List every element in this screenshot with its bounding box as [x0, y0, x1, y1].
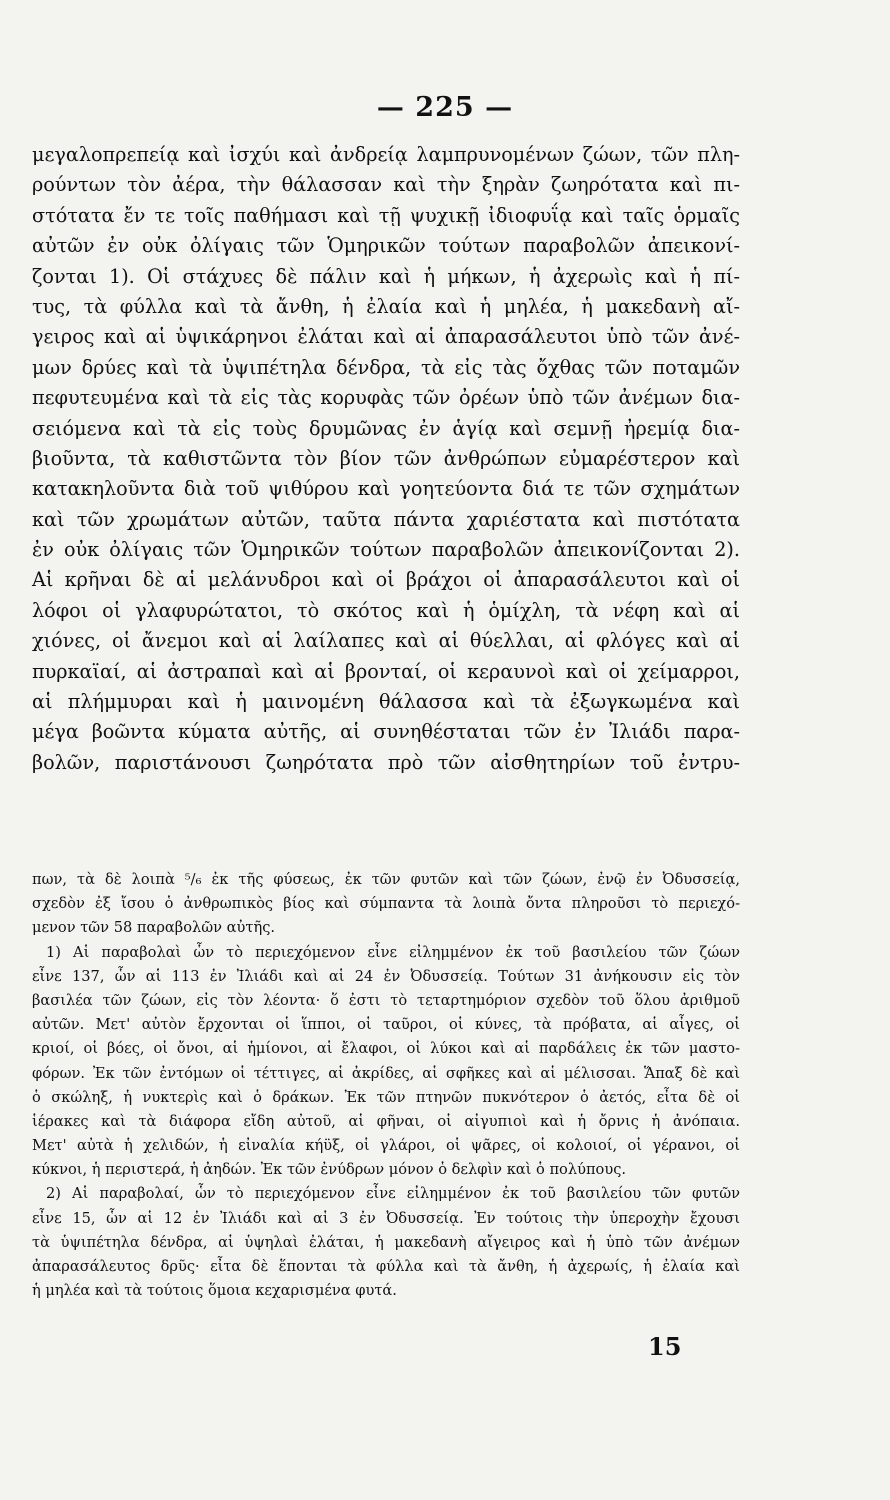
text-line: σειόμενα καὶ τὰ εἰς τοὺς δρυμῶνας ἐν ἁγίᾳ καὶ σεμνῇ ἠρεμίᾳ δια-	[32, 416, 740, 440]
text-line: ἐν οὐκ ὀλίγαις τῶν Ὁμηρικῶν τούτων παραβολῶν ἀπεικονίζονται 2).	[32, 538, 740, 562]
footnote-line: ἡ μηλέα καὶ τὰ τούτοις ὅμοια κεχαρισμένα φυτά.	[32, 1282, 397, 1300]
footnote-line: εἶνε 15, ὧν αἱ 12 ἐν Ἰλιάδι καὶ αἱ 3 ἐν Ὀδυσσείᾳ. Ἐν τούτοις τὴν ὑπεροχὴν ἔχουσι	[32, 1209, 740, 1227]
text-line: βιοῦντα, τὰ καθιστῶντα τὸν βίον τῶν ἀνθρώπων εὐμαρέστερον καὶ	[32, 446, 740, 470]
text-line: ρούντων τὸν ἀέρα, τὴν θάλασσαν καὶ τὴν ξηρὰν ζωηρότατα καὶ πι-	[32, 173, 740, 197]
footnote-line: πων, τὰ δὲ λοιπὰ ⁵/₆ ἐκ τῆς φύσεως, ἐκ τῶν φυτῶν καὶ τῶν ζώων, ἐνῷ ἐν Ὀδυσσείᾳ,	[32, 871, 740, 888]
text-line: μέγα βοῶντα κύματα αὐτῆς, αἱ συνηθέσταται τῶν ἐν Ἰλιάδι παρα-	[32, 720, 740, 744]
footnote-line: αὐτῶν. Μετ' αὐτὸν ἔρχονται οἱ ἵπποι, οἱ ταῦροι, οἱ κύνες, τὰ πρόβατα, αἱ αἶγες, οἱ	[32, 1016, 740, 1034]
text-line: αἱ πλήμμυραι καὶ ἡ μαινομένη θάλασσα καὶ τὰ ἐξωγκωμένα καὶ	[32, 690, 740, 714]
text-line: κατακηλοῦντα διὰ τοῦ ψιθύρου καὶ γοητεύοντα διά τε τῶν σχημάτων	[32, 477, 740, 501]
footnote-line: σχεδὸν ἐξ ἴσου ὁ ἀνθρωπικὸς βίος καὶ σύμπαντα τὰ λοιπὰ ὄντα πληροῦσι τὸ περιεχό-	[32, 895, 740, 913]
text-line: πεφυτευμένα καὶ τὰ εἰς τὰς κορυφὰς τῶν ὀρέων ὑπὸ τῶν ἀνέμων δια-	[32, 386, 740, 410]
text-line: αὐτῶν ἐν οὐκ ὀλίγαις τῶν Ὁμηρικῶν τούτων παραβολῶν ἀπεικονί-	[32, 234, 740, 258]
footnote-line: ὁ σκώληξ, ἡ νυκτερὶς καὶ ὁ δράκων. Ἐκ τῶν πτηνῶν πυκνότερον ὁ ἀετός, εἶτα δὲ οἱ	[32, 1088, 740, 1106]
text-line: βολῶν, παριστάνουσι ζωηρότατα πρὸ τῶν αἰσθητηρίων τοῦ ἐντρυ-	[32, 750, 740, 774]
text-line: γειρος καὶ αἱ ὑψικάρηνοι ἐλάται καὶ αἱ ἀπαρασάλευτοι ὑπὸ τῶν ἀνέ-	[32, 325, 740, 349]
text-line: πυρκαϊαί, αἱ ἀστραπαὶ καὶ αἱ βρονταί, οἱ κεραυνοὶ καὶ οἱ χείμαρροι,	[32, 659, 740, 683]
footnote-line: μενον τῶν 58 παραβολῶν αὐτῆς.	[32, 919, 276, 937]
footnote-line: κριοί, οἱ βόες, οἱ ὄνοι, αἱ ἡμίονοι, αἱ ἔλαφοι, οἱ λύκοι καὶ αἱ παρδάλεις ἐκ τῶν μαστο-	[32, 1040, 740, 1058]
text-line: χιόνες, οἱ ἄνεμοι καὶ αἱ λαίλαπες καὶ αἱ θύελλαι, αἱ φλόγες καὶ αἱ	[32, 629, 740, 653]
text-line: ζονται 1). Οἱ στάχυες δὲ πάλιν καὶ ἡ μήκων, ἡ ἀχερωὶς καὶ ἡ πί-	[32, 264, 740, 288]
footnote-line: κύκνοι, ἡ περιστερά, ἡ ἀηδών. Ἐκ τῶν ἐνύδρων μόνον ὁ δελφὶν καὶ ὁ πολύπους.	[32, 1161, 627, 1179]
footnote-line: βασιλέα τῶν ζώων, εἰς τὸν λέοντα· ὅ ἐστι τὸ τεταρτημόριον σχεδὸν τοῦ ὅλου ἀριθμοῦ	[32, 991, 740, 1009]
footnote-line: ἀπαρασάλευτος δρῦς· εἶτα δὲ ἕπονται τὰ φύλλα καὶ τὰ ἄνθη, ἡ ἀχερωίς, ἡ ἐλαία καὶ	[32, 1258, 740, 1275]
text-line: λόφοι οἱ γλαφυρώτατοι, τὸ σκότος καὶ ἡ ὁμίχλη, τὰ νέφη καὶ αἱ	[32, 598, 740, 622]
footnote-line: φόρων. Ἐκ τῶν ἐντόμων οἱ τέττιγες, αἱ ἀκρίδες, αἱ σφῆκες καὶ αἱ μέλισσαι. Ἅπαξ δὲ καὶ	[32, 1064, 740, 1082]
footnote-line: εἶνε 137, ὧν αἱ 113 ἐν Ἰλιάδι καὶ αἱ 24 ἐν Ὀδυσσείᾳ. Τούτων 31 ἀνήκουσιν εἰς τὸν	[32, 967, 740, 985]
text-line: καὶ τῶν χρωμάτων αὐτῶν, ταῦτα πάντα χαριέστατα καὶ πιστότατα	[32, 507, 740, 531]
footnotes	[32, 868, 740, 1303]
page-number: — 225 —	[376, 92, 514, 123]
footnote-line: Μετ' αὐτὰ ἡ χελιδών, ἡ εἰναλία κήϋξ, οἱ γλάροι, οἱ ψᾶρες, οἱ κολοιοί, οἱ γέρανοι, οἱ	[32, 1137, 740, 1155]
text-line: μεγαλοπρεπείᾳ καὶ ἰσχύι καὶ ἀνδρείᾳ λαμπρυνομένων ζώων, τῶν πλη-	[32, 143, 740, 166]
footnote-line: ἱέρακες καὶ τὰ διάφορα εἴδη αὐτοῦ, αἱ φῆναι, οἱ αἰγυπιοὶ καὶ ἡ ὄρνις ἡ ἀνόπαια.	[32, 1112, 740, 1130]
main-text	[32, 140, 740, 778]
footnote-start-line: 1) Αἱ παραβολαὶ ὧν τὸ περιεχόμενον εἶνε εἰλημμένον ἐκ τοῦ βασιλείου τῶν ζώων	[46, 943, 740, 961]
text-line: τυς, τὰ φύλλα καὶ τὰ ἄνθη, ἡ ἐλαία καὶ ἡ μηλέα, ἡ μακεδανὴ αἴ-	[32, 294, 740, 318]
footnote-line: τὰ ὑψιπέτηλα δένδρα, αἱ ὑψηλαὶ ἐλάται, ἡ μακεδανὴ αἴγειρος καὶ ἡ ὑπὸ τῶν ἀνέμων	[32, 1233, 740, 1251]
footnote-start-line: 2) Αἱ παραβολαί, ὧν τὸ περιεχόμενον εἶνε εἰλημμένον ἐκ τοῦ βασιλείου τῶν φυτῶν	[46, 1185, 740, 1203]
text-line: Αἱ κρῆναι δὲ αἱ μελάνυδροι καὶ οἱ βράχοι οἱ ἀπαρασάλευτοι καὶ οἱ	[32, 568, 740, 592]
text-line: στότατα ἔν τε τοῖς παθήμασι καὶ τῇ ψυχικῇ ἰδιοφυΐᾳ καὶ ταῖς ὁρμαῖς	[32, 203, 740, 227]
signature-mark: 15	[648, 1332, 682, 1361]
text-line: μων δρύες καὶ τὰ ὑψιπέτηλα δένδρα, τὰ εἰς τὰς ὄχθας τῶν ποταμῶν	[32, 355, 740, 379]
